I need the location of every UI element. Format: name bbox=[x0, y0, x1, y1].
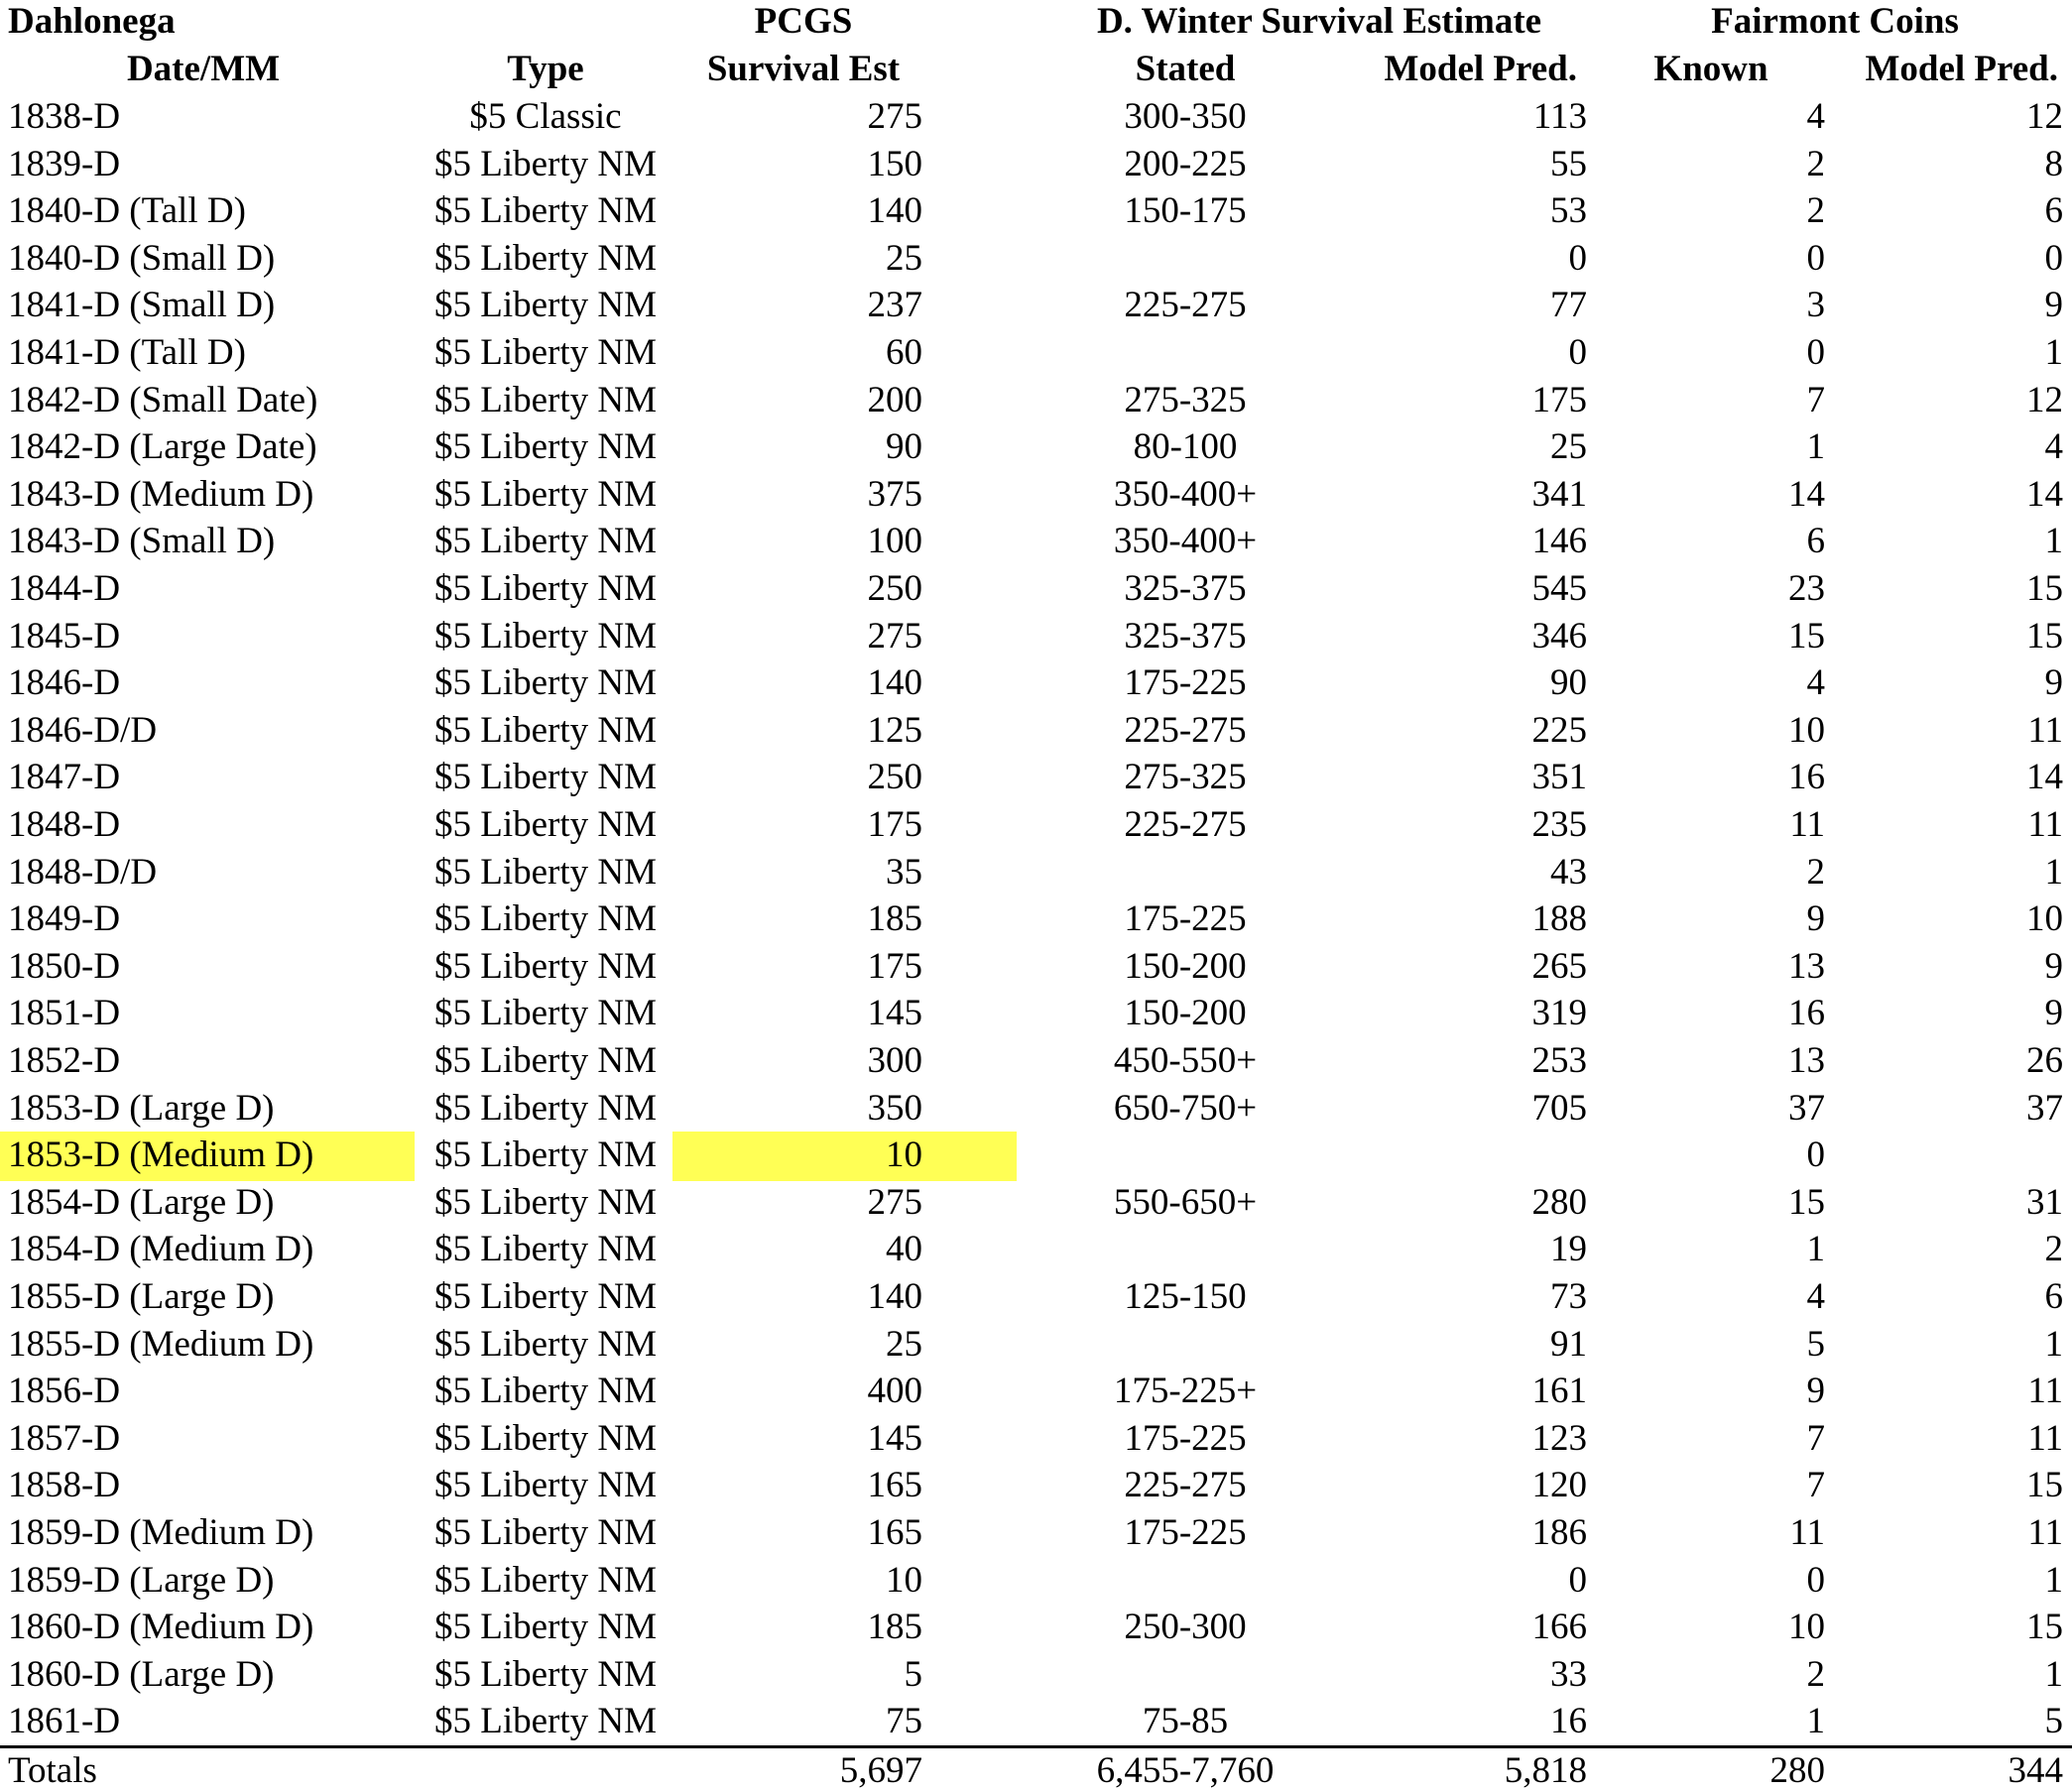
type-cell: $5 Liberty NM bbox=[433, 898, 658, 939]
date-cell: 1849-D bbox=[8, 898, 121, 939]
winter-model-cell: 25 bbox=[1550, 426, 1587, 467]
pcgs-survival-cell: 350 bbox=[867, 1088, 922, 1129]
winter-model-cell bbox=[1389, 1135, 1587, 1175]
stated-cell: 175-225 bbox=[1124, 1512, 1247, 1553]
stated-cell bbox=[1086, 1655, 1284, 1695]
fairmont-model-cell: 12 bbox=[2026, 380, 2063, 420]
winter-model-cell: 113 bbox=[1532, 96, 1587, 137]
winter-model-cell: 235 bbox=[1531, 804, 1587, 845]
stated-cell: 450-550+ bbox=[1113, 1040, 1258, 1081]
totals-fairmont-model: 344 bbox=[2008, 1750, 2063, 1791]
fairmont-model-cell: 31 bbox=[2026, 1182, 2063, 1223]
stated-cell: 175-225 bbox=[1124, 662, 1247, 703]
winter-group-header: D. Winter Survival Estimate bbox=[1096, 1, 1542, 42]
region-title: Dahlonega bbox=[8, 1, 176, 42]
winter-model-cell: 166 bbox=[1531, 1607, 1587, 1647]
fairmont-model-cell: 12 bbox=[2026, 96, 2063, 137]
known-cell: 2 bbox=[1806, 144, 1825, 184]
date-cell: 1851-D bbox=[8, 993, 121, 1033]
known-cell: 4 bbox=[1806, 662, 1825, 703]
fairmont-model-column-header: Model Pred. bbox=[1865, 49, 2058, 89]
type-cell: $5 Liberty NM bbox=[433, 1040, 658, 1081]
type-cell: $5 Liberty NM bbox=[433, 993, 658, 1033]
type-cell: $5 Liberty NM bbox=[433, 190, 658, 231]
fairmont-model-cell: 1 bbox=[2044, 521, 2063, 561]
known-cell: 11 bbox=[1789, 1512, 1825, 1553]
pcgs-survival-cell: 25 bbox=[886, 1324, 922, 1365]
fairmont-model-cell: 1 bbox=[2044, 1324, 2063, 1365]
date-cell: 1858-D bbox=[8, 1465, 121, 1505]
fairmont-model-cell: 14 bbox=[2026, 474, 2063, 515]
fairmont-model-cell: 6 bbox=[2044, 190, 2063, 231]
type-cell: $5 Liberty NM bbox=[433, 1276, 658, 1317]
pcgs-survival-cell: 237 bbox=[867, 285, 922, 325]
stated-cell: 550-650+ bbox=[1113, 1182, 1258, 1223]
stated-cell: 200-225 bbox=[1124, 144, 1247, 184]
stated-cell bbox=[1086, 1135, 1284, 1175]
date-cell: 1859-D (Large D) bbox=[8, 1560, 275, 1601]
known-column-header: Known bbox=[1653, 49, 1768, 89]
stated-cell: 325-375 bbox=[1124, 616, 1247, 657]
date-cell: 1852-D bbox=[8, 1040, 121, 1081]
winter-model-cell: 55 bbox=[1550, 144, 1587, 184]
winter-model-cell: 346 bbox=[1531, 616, 1587, 657]
date-cell: 1860-D (Medium D) bbox=[8, 1607, 314, 1647]
pcgs-survival-cell: 175 bbox=[867, 946, 922, 987]
pcgs-survival-cell: 10 bbox=[886, 1560, 922, 1601]
known-cell: 14 bbox=[1788, 474, 1825, 515]
pcgs-survival-cell: 275 bbox=[867, 1182, 922, 1223]
date-cell: 1857-D bbox=[8, 1418, 121, 1459]
type-cell: $5 Liberty NM bbox=[433, 1371, 658, 1411]
fairmont-model-cell: 6 bbox=[2044, 1276, 2063, 1317]
known-cell: 10 bbox=[1788, 1607, 1825, 1647]
type-cell: $5 Liberty NM bbox=[433, 1324, 658, 1365]
known-cell: 3 bbox=[1806, 285, 1825, 325]
winter-model-cell: 161 bbox=[1531, 1371, 1587, 1411]
fairmont-model-cell: 11 bbox=[2027, 710, 2063, 751]
date-cell: 1860-D (Large D) bbox=[8, 1654, 275, 1695]
date-cell: 1855-D (Medium D) bbox=[8, 1324, 314, 1365]
stated-cell: 150-200 bbox=[1124, 993, 1247, 1033]
type-cell: $5 Liberty NM bbox=[433, 1512, 658, 1553]
fairmont-model-cell: 4 bbox=[2044, 426, 2063, 467]
totals-stated: 6,455-7,760 bbox=[1096, 1750, 1275, 1791]
fairmont-model-cell: 26 bbox=[2026, 1040, 2063, 1081]
pcgs-survival-cell: 75 bbox=[886, 1701, 922, 1741]
fairmont-model-cell: 15 bbox=[2026, 616, 2063, 657]
known-cell: 5 bbox=[1806, 1324, 1825, 1365]
date-cell: 1846-D/D bbox=[8, 710, 158, 751]
pcgs-survival-cell: 275 bbox=[867, 616, 922, 657]
date-cell: 1856-D bbox=[8, 1371, 121, 1411]
winter-model-cell: 186 bbox=[1531, 1512, 1587, 1553]
date-cell: 1839-D bbox=[8, 144, 121, 184]
type-cell: $5 Liberty NM bbox=[433, 1418, 658, 1459]
pcgs-survival-cell: 175 bbox=[867, 804, 922, 845]
type-cell: $5 Liberty NM bbox=[433, 804, 658, 845]
date-cell: 1840-D (Small D) bbox=[8, 238, 276, 279]
known-cell: 7 bbox=[1806, 1418, 1825, 1459]
pcgs-survival-cell: 185 bbox=[867, 1607, 922, 1647]
stated-cell: 350-400+ bbox=[1113, 474, 1258, 515]
fairmont-model-cell: 11 bbox=[2027, 1418, 2063, 1459]
type-cell: $5 Liberty NM bbox=[433, 1701, 658, 1741]
fairmont-model-cell: 15 bbox=[2026, 568, 2063, 609]
date-cell: 1843-D (Medium D) bbox=[8, 474, 314, 515]
pcgs-survival-cell: 150 bbox=[867, 144, 922, 184]
pcgs-survival-cell: 25 bbox=[886, 238, 922, 279]
winter-model-cell: 77 bbox=[1550, 285, 1587, 325]
type-cell: $5 Liberty NM bbox=[433, 521, 658, 561]
pcgs-survival-cell: 375 bbox=[867, 474, 922, 515]
winter-model-cell: 175 bbox=[1531, 380, 1587, 420]
winter-model-cell: 0 bbox=[1568, 1560, 1587, 1601]
type-column-header: Type bbox=[507, 49, 584, 89]
pcgs-survival-column-header: Survival Est bbox=[706, 49, 901, 89]
known-cell: 4 bbox=[1806, 1276, 1825, 1317]
date-cell: 1846-D bbox=[8, 662, 121, 703]
fairmont-model-cell: 15 bbox=[2026, 1465, 2063, 1505]
stated-column-header: Stated bbox=[1135, 49, 1236, 89]
winter-model-cell: 0 bbox=[1568, 332, 1587, 373]
pcgs-survival-cell: 200 bbox=[867, 380, 922, 420]
winter-model-cell: 43 bbox=[1550, 852, 1587, 893]
known-cell: 11 bbox=[1789, 804, 1825, 845]
type-cell: $5 Liberty NM bbox=[433, 1134, 658, 1175]
stated-cell bbox=[1086, 333, 1284, 373]
pcgs-survival-cell: 35 bbox=[886, 852, 922, 893]
pcgs-survival-cell: 140 bbox=[867, 662, 922, 703]
pcgs-survival-cell: 185 bbox=[867, 898, 922, 939]
type-cell: $5 Liberty NM bbox=[433, 852, 658, 893]
pcgs-survival-cell: 5 bbox=[904, 1654, 922, 1695]
fairmont-model-cell: 11 bbox=[2027, 1512, 2063, 1553]
known-cell: 6 bbox=[1806, 521, 1825, 561]
stated-cell: 225-275 bbox=[1124, 804, 1247, 845]
known-cell: 15 bbox=[1788, 616, 1825, 657]
known-cell: 16 bbox=[1788, 993, 1825, 1033]
totals-winter-model: 5,818 bbox=[1504, 1750, 1587, 1791]
type-cell: $5 Liberty NM bbox=[433, 1088, 658, 1129]
stated-cell: 175-225+ bbox=[1113, 1371, 1258, 1411]
fairmont-model-cell: 9 bbox=[2044, 946, 2063, 987]
totals-divider bbox=[0, 1745, 2072, 1748]
known-cell: 16 bbox=[1788, 757, 1825, 797]
type-cell: $5 Liberty NM bbox=[433, 1607, 658, 1647]
winter-model-cell: 19 bbox=[1550, 1229, 1587, 1269]
known-cell: 10 bbox=[1788, 710, 1825, 751]
stated-cell: 275-325 bbox=[1124, 380, 1247, 420]
pcgs-survival-cell: 40 bbox=[886, 1229, 922, 1269]
date-cell: 1855-D (Large D) bbox=[8, 1276, 275, 1317]
stated-cell bbox=[1086, 853, 1284, 893]
stated-cell: 225-275 bbox=[1124, 1465, 1247, 1505]
fairmont-model-cell: 1 bbox=[2044, 332, 2063, 373]
pcgs-survival-cell: 140 bbox=[867, 1276, 922, 1317]
known-cell: 9 bbox=[1806, 1371, 1825, 1411]
date-cell: 1842-D (Large Date) bbox=[8, 426, 317, 467]
known-cell: 0 bbox=[1806, 332, 1825, 373]
date-cell: 1854-D (Medium D) bbox=[8, 1229, 314, 1269]
winter-model-cell: 16 bbox=[1550, 1701, 1587, 1741]
stated-cell: 75-85 bbox=[1142, 1701, 1229, 1741]
fairmont-model-cell: 5 bbox=[2044, 1701, 2063, 1741]
stated-cell: 150-175 bbox=[1124, 190, 1247, 231]
known-cell: 1 bbox=[1806, 1701, 1825, 1741]
stated-cell: 125-150 bbox=[1124, 1276, 1247, 1317]
type-cell: $5 Liberty NM bbox=[433, 616, 658, 657]
fairmont-model-cell: 15 bbox=[2026, 1607, 2063, 1647]
winter-model-cell: 280 bbox=[1531, 1182, 1587, 1223]
known-cell: 2 bbox=[1806, 852, 1825, 893]
type-cell: $5 Liberty NM bbox=[433, 238, 658, 279]
winter-model-cell: 53 bbox=[1550, 190, 1587, 231]
type-cell: $5 Liberty NM bbox=[433, 1560, 658, 1601]
date-cell: 1842-D (Small Date) bbox=[8, 380, 318, 420]
pcgs-survival-cell: 165 bbox=[867, 1512, 922, 1553]
stated-cell: 150-200 bbox=[1124, 946, 1247, 987]
date-cell: 1850-D bbox=[8, 946, 121, 987]
date-cell: 1845-D bbox=[8, 616, 121, 657]
winter-model-cell: 120 bbox=[1531, 1465, 1587, 1505]
fairmont-model-cell: 9 bbox=[2044, 662, 2063, 703]
known-cell: 23 bbox=[1788, 568, 1825, 609]
stated-cell: 225-275 bbox=[1124, 710, 1247, 751]
pcgs-survival-cell: 140 bbox=[867, 190, 922, 231]
stated-cell: 175-225 bbox=[1124, 898, 1247, 939]
fairmont-group-header: Fairmont Coins bbox=[1711, 1, 1959, 42]
winter-model-cell: 90 bbox=[1550, 662, 1587, 703]
pcgs-survival-cell: 400 bbox=[867, 1371, 922, 1411]
pcgs-survival-cell: 250 bbox=[867, 568, 922, 609]
known-cell: 2 bbox=[1806, 1654, 1825, 1695]
pcgs-survival-cell: 60 bbox=[886, 332, 922, 373]
known-cell: 1 bbox=[1806, 1229, 1825, 1269]
winter-model-cell: 73 bbox=[1550, 1276, 1587, 1317]
known-cell: 37 bbox=[1788, 1088, 1825, 1129]
date-cell: 1841-D (Tall D) bbox=[8, 332, 246, 373]
stated-cell: 250-300 bbox=[1124, 1607, 1247, 1647]
winter-model-cell: 545 bbox=[1531, 568, 1587, 609]
winter-model-cell: 0 bbox=[1568, 238, 1587, 279]
pcgs-survival-cell: 145 bbox=[867, 993, 922, 1033]
fairmont-model-cell: 10 bbox=[2026, 898, 2063, 939]
fairmont-model-cell: 11 bbox=[2027, 804, 2063, 845]
winter-model-cell: 33 bbox=[1550, 1654, 1587, 1695]
date-cell: 1853-D (Medium D) bbox=[8, 1134, 314, 1175]
stated-cell: 275-325 bbox=[1124, 757, 1247, 797]
known-cell: 4 bbox=[1806, 96, 1825, 137]
totals-label: Totals bbox=[8, 1750, 97, 1791]
known-cell: 13 bbox=[1788, 946, 1825, 987]
totals-pcgs: 5,697 bbox=[839, 1750, 922, 1791]
type-cell: $5 Liberty NM bbox=[433, 332, 658, 373]
stated-cell: 325-375 bbox=[1124, 568, 1247, 609]
pcgs-survival-cell: 90 bbox=[886, 426, 922, 467]
fairmont-model-cell bbox=[1865, 1135, 2063, 1175]
known-cell: 0 bbox=[1806, 1560, 1825, 1601]
date-cell: 1841-D (Small D) bbox=[8, 285, 276, 325]
known-cell: 7 bbox=[1806, 1465, 1825, 1505]
type-cell: $5 Liberty NM bbox=[433, 474, 658, 515]
date-cell: 1848-D bbox=[8, 804, 121, 845]
winter-model-cell: 146 bbox=[1531, 521, 1587, 561]
date-cell: 1847-D bbox=[8, 757, 121, 797]
type-cell: $5 Liberty NM bbox=[433, 1182, 658, 1223]
date-cell: 1854-D (Large D) bbox=[8, 1182, 275, 1223]
stated-cell: 225-275 bbox=[1124, 285, 1247, 325]
pcgs-survival-cell: 100 bbox=[867, 521, 922, 561]
pcgs-survival-cell: 145 bbox=[867, 1418, 922, 1459]
winter-model-cell: 265 bbox=[1531, 946, 1587, 987]
fairmont-model-cell: 9 bbox=[2044, 285, 2063, 325]
pcgs-survival-cell: 275 bbox=[867, 96, 922, 137]
type-cell: $5 Liberty NM bbox=[433, 1465, 658, 1505]
stated-cell: 175-225 bbox=[1124, 1418, 1247, 1459]
winter-model-cell: 91 bbox=[1550, 1324, 1587, 1365]
type-cell: $5 Liberty NM bbox=[433, 426, 658, 467]
fairmont-model-cell: 2 bbox=[2044, 1229, 2063, 1269]
type-cell: $5 Liberty NM bbox=[433, 662, 658, 703]
date-cell: 1838-D bbox=[8, 96, 121, 137]
date-cell: 1844-D bbox=[8, 568, 121, 609]
known-cell: 0 bbox=[1806, 238, 1825, 279]
known-cell: 9 bbox=[1806, 898, 1825, 939]
known-cell: 13 bbox=[1788, 1040, 1825, 1081]
winter-model-cell: 188 bbox=[1531, 898, 1587, 939]
date-cell: 1853-D (Large D) bbox=[8, 1088, 275, 1129]
pcgs-survival-cell: 300 bbox=[867, 1040, 922, 1081]
date-cell: 1861-D bbox=[8, 1701, 121, 1741]
type-cell: $5 Classic bbox=[469, 96, 622, 137]
stated-cell bbox=[1086, 1325, 1284, 1365]
known-cell: 1 bbox=[1806, 426, 1825, 467]
pcgs-survival-cell: 165 bbox=[867, 1465, 922, 1505]
winter-model-cell: 123 bbox=[1531, 1418, 1587, 1459]
type-cell: $5 Liberty NM bbox=[433, 1654, 658, 1695]
fairmont-model-cell: 37 bbox=[2026, 1088, 2063, 1129]
stated-cell: 80-100 bbox=[1133, 426, 1238, 467]
fairmont-model-cell: 0 bbox=[2044, 238, 2063, 279]
type-cell: $5 Liberty NM bbox=[433, 568, 658, 609]
fairmont-model-cell: 1 bbox=[2044, 1654, 2063, 1695]
stated-cell: 300-350 bbox=[1124, 96, 1247, 137]
stated-cell: 350-400+ bbox=[1113, 521, 1258, 561]
type-cell: $5 Liberty NM bbox=[433, 144, 658, 184]
known-cell: 7 bbox=[1806, 380, 1825, 420]
winter-model-cell: 341 bbox=[1531, 474, 1587, 515]
fairmont-model-cell: 1 bbox=[2044, 852, 2063, 893]
totals-known: 280 bbox=[1769, 1750, 1825, 1791]
stated-cell bbox=[1086, 1561, 1284, 1601]
winter-model-cell: 225 bbox=[1531, 710, 1587, 751]
fairmont-model-cell: 14 bbox=[2026, 757, 2063, 797]
fairmont-model-cell: 8 bbox=[2044, 144, 2063, 184]
winter-model-cell: 253 bbox=[1531, 1040, 1587, 1081]
type-cell: $5 Liberty NM bbox=[433, 380, 658, 420]
pcgs-survival-cell: 125 bbox=[867, 710, 922, 751]
date-cell: 1840-D (Tall D) bbox=[8, 190, 246, 231]
known-cell: 2 bbox=[1806, 190, 1825, 231]
pcgs-survival-cell: 10 bbox=[886, 1134, 922, 1175]
fairmont-model-cell: 9 bbox=[2044, 993, 2063, 1033]
stated-cell: 650-750+ bbox=[1113, 1088, 1258, 1129]
type-cell: $5 Liberty NM bbox=[433, 710, 658, 751]
pcgs-group-header: PCGS bbox=[754, 1, 853, 42]
fairmont-model-cell: 1 bbox=[2044, 1560, 2063, 1601]
winter-model-column-header: Model Pred. bbox=[1384, 49, 1577, 89]
known-cell: 0 bbox=[1806, 1134, 1825, 1175]
known-cell: 15 bbox=[1788, 1182, 1825, 1223]
winter-model-cell: 705 bbox=[1531, 1088, 1587, 1129]
date-cell: 1848-D/D bbox=[8, 852, 158, 893]
type-cell: $5 Liberty NM bbox=[433, 285, 658, 325]
winter-model-cell: 319 bbox=[1531, 993, 1587, 1033]
pcgs-survival-cell: 250 bbox=[867, 757, 922, 797]
stated-cell bbox=[1086, 239, 1284, 279]
type-cell: $5 Liberty NM bbox=[433, 946, 658, 987]
fairmont-model-cell: 11 bbox=[2027, 1371, 2063, 1411]
date-column-header: Date/MM bbox=[126, 49, 281, 89]
date-cell: 1859-D (Medium D) bbox=[8, 1512, 314, 1553]
type-cell: $5 Liberty NM bbox=[433, 757, 658, 797]
winter-model-cell: 351 bbox=[1531, 757, 1587, 797]
type-cell: $5 Liberty NM bbox=[433, 1229, 658, 1269]
date-cell: 1843-D (Small D) bbox=[8, 521, 276, 561]
stated-cell bbox=[1086, 1230, 1284, 1269]
